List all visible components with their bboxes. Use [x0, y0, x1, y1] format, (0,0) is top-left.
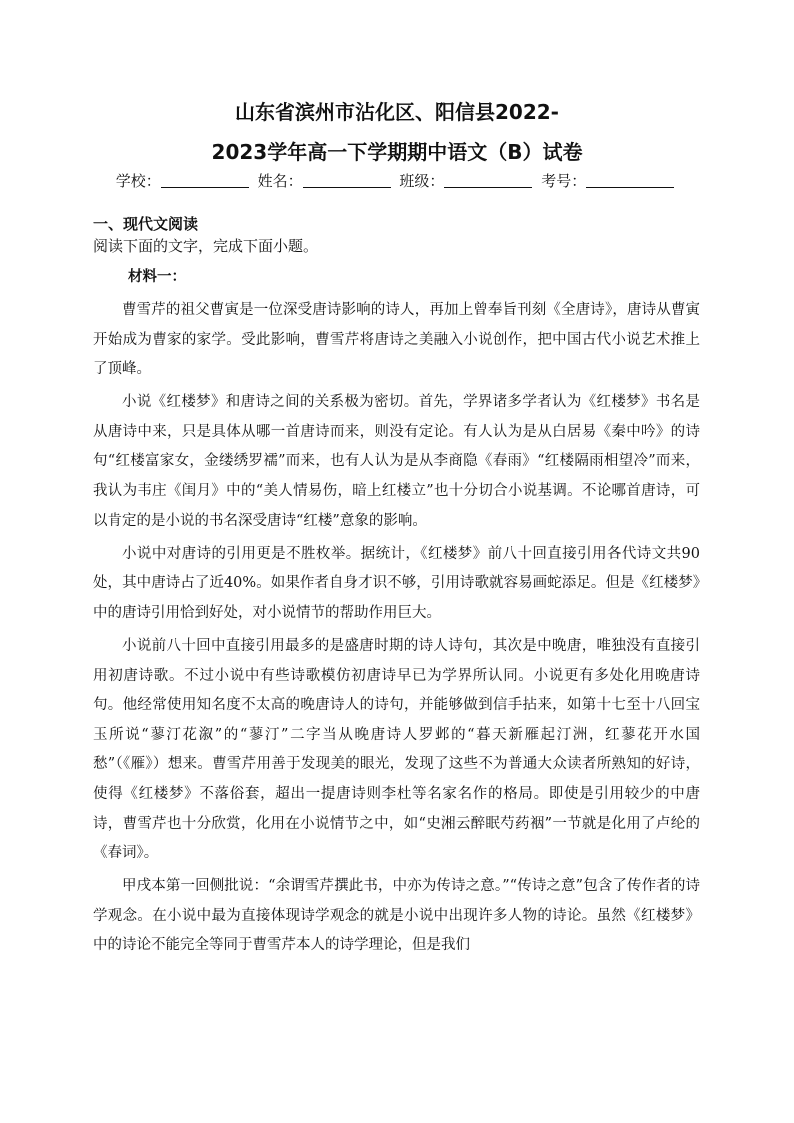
- exam-number-blank: [586, 171, 674, 188]
- school-label: 学校：: [115, 172, 161, 190]
- section-instruction: 阅读下面的文字，完成下面小题。: [93, 237, 319, 255]
- exam-number-label: 考号：: [541, 172, 587, 190]
- student-info-row: [0, 171, 794, 191]
- class-label: 班级：: [399, 172, 445, 190]
- passage-paragraph: 甲戌本第一回侧批说：“余谓雪芹撰此书，中亦为传诗之意。”“传诗之意”包含了传作者的诗学观念。在小说中最为直接体现诗学观念的就是小说中出现许多人物的诗论。虽然《红楼梦》中的诗论不能完全等同于曹雪芹本人的诗学理论，但是我们: [93, 878, 700, 954]
- passage-paragraph: 小说中对唐诗的引用更是不胜枚举。据统计，《红楼梦》前八十回直接引用各代诗文共90处，其中唐诗占了近40%。如果作者自身才识不够，引用诗歌就容易画蛇添足。但是《红楼梦》中的唐诗引用恰到好处，对小说情节的帮助作用巨大。: [93, 545, 700, 621]
- passage-paragraph: 小说《红楼梦》和唐诗之间的关系极为密切。首先，学界诸多学者认为《红楼梦》书名是从唐诗中来，只是具体从哪一首唐诗而来，则没有定论。有人认为是从白居易《秦中吟》的诗句“红楼富家女，金缕绣罗襦”而来，也有人认为是从李商隐《春雨》“红楼隔雨相望冷”而来，我认为韦庄《闺月》中的“美人情易伤，暗上红楼立”也十分切合小说基调。不论哪首唐诗，可以肯定的是小说的书名深受唐诗“红楼”意象的影响。: [93, 394, 700, 529]
- passage-paragraph: 小说前八十回中直接引用最多的是盛唐时期的诗人诗句，其次是中晚唐，唯独没有直接引用初唐诗歌。不过小说中有些诗歌模仿初唐诗早已为学界所认同。小说更有多处化用晚唐诗句。他经常使用知名度不太高的晚唐诗人的诗句，并能够做到信手拈来，如第十七至十八回宝玉所说“蓼汀花溆”的“蓼汀”二字当从晚唐诗人罗邺的“暮天新雁起汀洲，红蓼花开水国愁”（《雁》）想来。曹雪芹用善于发现美的眼光，发现了这些不为普通大众读者所熟知的好诗，使得《红楼梦》不落俗套，超出一提唐诗则李杜等名家名作的格局。即使是引用较少的中唐诗，曹雪芹也十分欣赏，化用在小说情节之中，如“史湘云醉眠芍药裀”一节就是化用了卢纶的《春词》。: [93, 638, 700, 862]
- name-blank: [303, 171, 391, 188]
- passage-paragraph: 曹雪芹的祖父曹寅是一位深受唐诗影响的诗人，再加上曾奉旨刊刻《全唐诗》，唐诗从曹寅开始成为曹家的家学。受此影响，曹雪芹将唐诗之美融入小说创作，把中国古代小说艺术推上了顶峰。: [93, 302, 700, 378]
- material-label: 材料一：: [128, 268, 186, 285]
- exam-title-line1: 山东省滨州市沾化区、阳信县2022-: [235, 100, 559, 124]
- class-blank: [444, 171, 532, 188]
- name-label: 姓名：: [257, 172, 303, 190]
- school-blank: [161, 171, 249, 188]
- reading-passage: [93, 296, 700, 965]
- exam-title-line2: 2023学年高一下学期期中语文（B）试卷: [211, 140, 583, 164]
- section-heading: 一、现代文阅读: [93, 215, 199, 233]
